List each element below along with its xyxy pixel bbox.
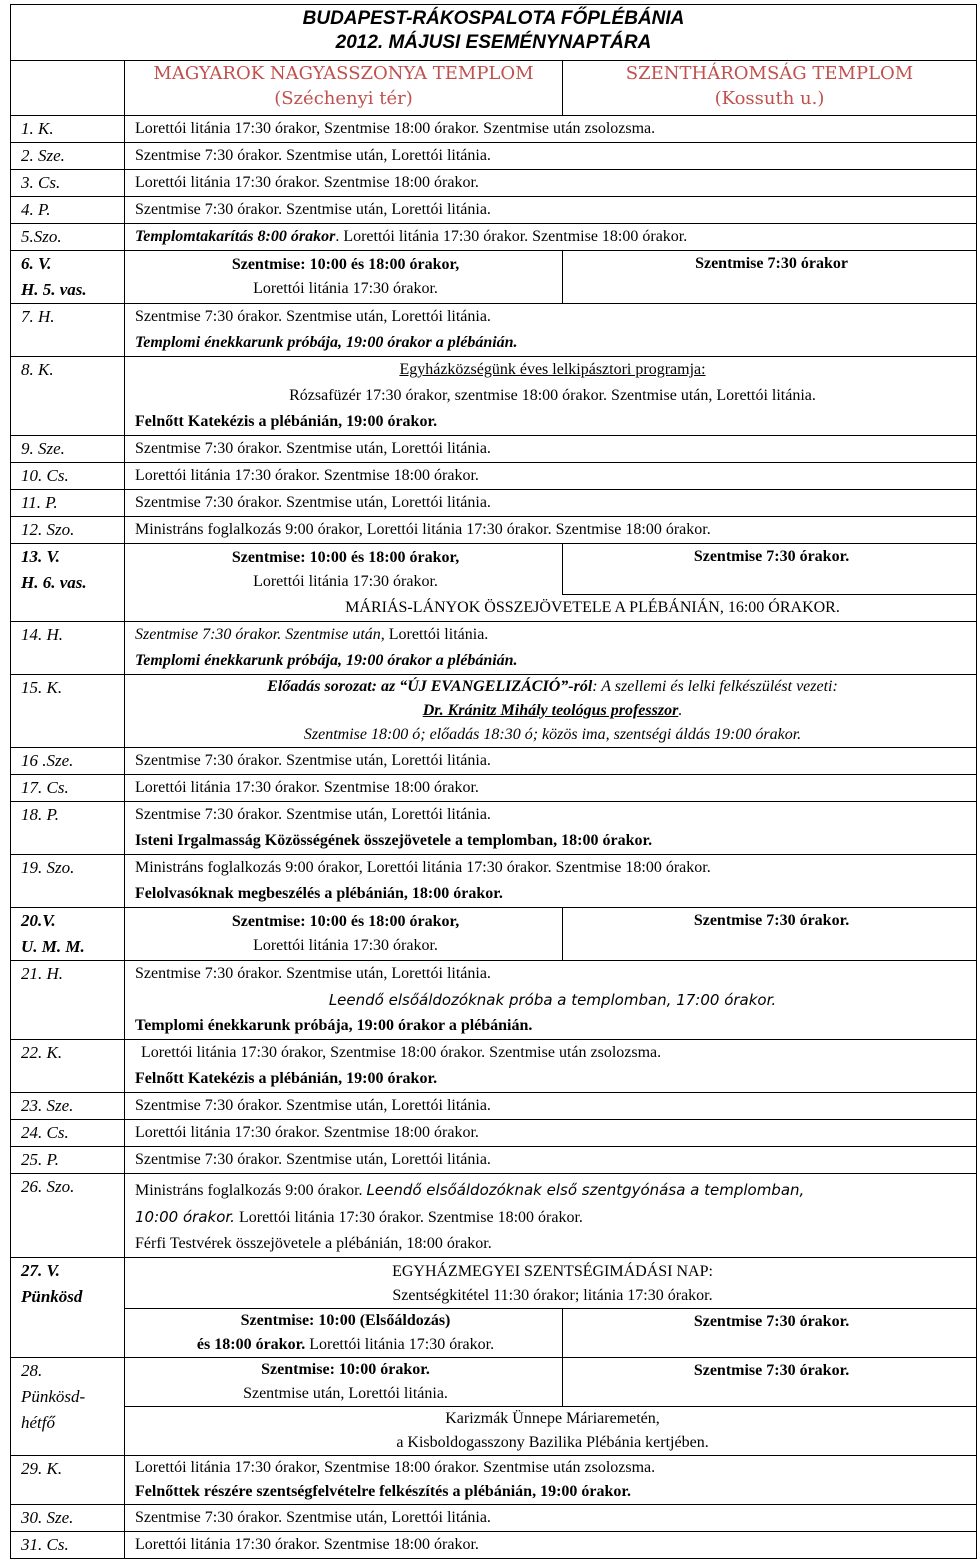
date-cell [11,251,125,304]
event-cell: Lorettói litánia 17:30 órakor. Szentmise 18:00 órakor. [125,170,977,197]
event-text: . [678,701,683,719]
program-heading: Egyházközségünk éves lelkipásztori programja: [399,361,706,378]
table-row [11,1092,977,1119]
event-cell [125,960,977,1039]
table-row [11,1406,977,1455]
mass-times: Szentmise: 10:00 és 18:00 órakor, [231,256,460,273]
lecture-title: Előadás sorozat: az “ÚJ EVANGELIZÁCIÓ”-ról [267,677,593,695]
date-cell: 1. K. [11,116,125,143]
choir-rehearsal: Templomi énekkarunk próbája, 19:00 órakor a plébánián. [135,1016,533,1034]
first-confession-time: 10:00 órakor. [135,1207,235,1226]
sunday-name: U. M. M. [21,936,85,956]
event-text: a Kisboldogasszony Bazilika Plébánia kertjében. [396,1433,709,1451]
date-cell: 30. Sze. [11,1504,125,1531]
event-cell: Lorettói litánia 17:30 órakor. Szentmise 18:00 órakor. [125,463,977,490]
event-cell: Lorettói litánia 17:30 órakor, Szentmise 18:00 órakor. Szentmise után zsolozsma. [125,116,977,143]
date-cell [11,544,125,622]
event-highlight: Isteni Irgalmasság Közösségének összejövetele a templomban, 18:00 órakor. [135,831,653,849]
date-line: 28. [21,1360,43,1380]
table-row [11,1173,977,1257]
choir-rehearsal: Templomi énekkarunk próbája, 19:00 órakor a plébánián. [135,334,518,351]
table-row [11,436,977,463]
table-row [11,1504,977,1531]
event-cell: MÁRIÁS-LÁNYOK ÖSSZEJÖVETELE A PLÉBÁNIÁN, 16:00 ÓRAKOR. [125,594,977,621]
event-cell-church-2: Szentmise 7:30 órakor [563,251,977,304]
date-cell: 9. Sze. [11,436,125,463]
date-cell [11,1257,125,1357]
event-text: Szentmise 18:00 ó; előadás 18:30 ó; közös ima, szentségi áldás 19:00 órakor. [303,725,802,743]
event-text: Ministráns foglalkozás 9:00 órakor. [135,1181,363,1199]
church-2-name: SZENTHÁROMSÁG TEMPLOM [625,63,914,84]
date-cell: 16 .Sze. [11,747,125,774]
date-cell: 2. Sze. [11,143,125,170]
litany-time: Lorettói litánia 17:30 órakor. [253,573,438,590]
title-line-1: BUDAPEST-RÁKOSPALOTA FŐPLÉBÁNIA [302,8,685,29]
date-cell: 8. K. [11,357,125,436]
event-highlight: Felnőttek részére szentségfelvételre felkészítés a plébánián, 19:00 órakor. [135,1482,632,1500]
date-cell: 15. K. [11,674,125,747]
table-row [11,357,977,436]
date-cell: 25. P. [11,1146,125,1173]
litany-time: Szentmise után, Lorettói litánia. [243,1384,448,1402]
event-cell [125,1455,977,1504]
table-row [11,251,977,304]
date-cell: 19. Szo. [11,854,125,907]
event-cell-church-2: Szentmise 7:30 órakor. [563,1357,977,1406]
date-cell: 24. Cs. [11,1119,125,1146]
table-row [11,747,977,774]
date-cell: 10. Cs. [11,463,125,490]
event-cell [125,1406,977,1455]
event-cell [125,1039,977,1092]
church-1-header [125,61,563,116]
date-cell: 4. P. [11,197,125,224]
date-cell: 17. Cs. [11,774,125,801]
event-text: Lorettói litánia. [384,625,489,643]
table-row [11,490,977,517]
event-cell [125,224,977,251]
event-cell-church-1 [125,251,563,304]
mass-times: Szentmise: 10:00 és 18:00 órakor, [231,549,460,566]
sunday-name: H. 5. vas. [21,280,87,299]
table-row [11,621,977,674]
table-row [11,907,977,960]
adoration-day: EGYHÁZMEGYEI SZENTSÉGIMÁDÁSI NAP: [392,1262,713,1280]
date-cell: 26. Szo. [11,1173,125,1257]
table-row [11,544,977,595]
event-text: Szentmise 7:30 órakor. Szentmise után, Lorettói litánia. [135,964,491,982]
event-text: Szentmise 7:30 órakor. Szentmise után, Lorettói litánia. [135,805,491,823]
church-1-name: MAGYAROK NAGYASSZONYA TEMPLOM [153,63,534,84]
event-text: Lorettói litánia 17:30 órakor. Szentmise 18:00 órakor. [234,1208,583,1226]
event-cell: Lorettói litánia 17:30 órakor. Szentmise 18:00 órakor. [125,774,977,801]
church-2-header [563,61,977,116]
feast-name: Pünkösd- [21,1386,86,1406]
choir-rehearsal: Templomi énekkarunk próbája, 19:00 órakor a plébánián. [135,651,518,669]
date-cell: 5.Szo. [11,224,125,251]
event-cell: Szentmise 7:30 órakor. Szentmise után, Lorettói litánia. [125,143,977,170]
table-row [11,1146,977,1173]
event-cell-church-2: Szentmise 7:30 órakor. [563,544,977,595]
event-text: Lorettói litánia 17:30 órakor, Szentmise 18:00 órakor. Szentmise után zsolozsma. [141,1043,662,1061]
mass-times: Szentmise: 10:00 órakor. [261,1360,430,1378]
date-cell: 3. Cs. [11,170,125,197]
event-cell [125,1173,977,1257]
lecturer-name: Dr. Kránitz Mihály teológus professzor [422,701,679,719]
event-cell: Szentmise 7:30 órakor. Szentmise után, Lorettói litánia. [125,197,977,224]
event-cell: Szentmise 7:30 órakor. Szentmise után, Lorettói litánia. [125,490,977,517]
table-row [11,1257,977,1308]
title-row [11,5,977,61]
table-row [11,1308,977,1357]
feast-name: Pünkösd [21,1286,83,1306]
event-cell-church-1 [125,907,563,960]
table-row [11,774,977,801]
litany-time: Lorettói litánia 17:30 órakor. [253,936,438,954]
date-cell: 18. P. [11,801,125,854]
event-highlight: Felolvasóknak megbeszélés a plébánián, 18:00 órakor. [135,884,503,902]
table-row [11,463,977,490]
table-row [11,116,977,143]
date-cell: 12. Szo. [11,517,125,544]
event-cell: Szentmise 7:30 órakor. Szentmise után, Lorettói litánia. [125,1092,977,1119]
litany-time: Lorettói litánia 17:30 órakor. [253,280,438,297]
event-cell: Szentmise 7:30 órakor. Szentmise után, Lorettói litánia. [125,747,977,774]
event-cell [125,674,977,747]
date-cell: 29. K. [11,1455,125,1504]
table-row [11,304,977,357]
empty-header-cell [11,61,125,116]
event-text: Szentségkitétel 11:30 órakor; litánia 17:30 órakor. [392,1286,713,1304]
table-row [11,170,977,197]
date-cell: 23. Sze. [11,1092,125,1119]
event-highlight: Templomtakarítás 8:00 órakor [135,228,336,245]
table-row [11,801,977,854]
date-cell: 7. H. [11,304,125,357]
table-row [11,594,977,621]
title-line-2: 2012. MÁJUSI ESEMÉNYNAPTÁRA [335,32,652,53]
event-cell [125,1257,977,1308]
date-cell: 11. P. [11,490,125,517]
table-row [11,143,977,170]
table-row [11,517,977,544]
date-cell: 22. K. [11,1039,125,1092]
event-text: . Lorettói litánia 17:30 órakor. Szentmise 18:00 órakor. [335,228,688,245]
event-cell [125,357,977,436]
event-cell: Szentmise 7:30 órakor. Szentmise után, Lorettói litánia. [125,436,977,463]
table-row [11,1039,977,1092]
event-cell [125,304,977,357]
catechesis: Felnőtt Katekézis a plébánián, 19:00 órakor. [135,1069,438,1087]
table-row [11,224,977,251]
church-1-location: (Széchenyi tér) [274,88,413,109]
event-cell [125,854,977,907]
table-row [11,1357,977,1406]
event-cell-church-1 [125,1308,563,1357]
table-row [11,674,977,747]
table-row [11,1455,977,1504]
mass-times: Szentmise: 10:00 és 18:00 órakor, [231,912,460,930]
event-text: Szentmise 7:30 órakor. Szentmise után, [135,625,385,643]
date-line: 6. V. [21,254,52,273]
litany-time: Lorettói litánia 17:30 órakor. [305,1335,495,1353]
event-text: Karizmák Ünnepe Máriaremetén, [445,1409,660,1427]
date-line: 13. V. [21,547,60,566]
first-confession: Leendő elsőáldozóknak első szentgyónása a templomban, [366,1180,805,1199]
calendar-sheet [10,4,976,1559]
event-text: Férfi Testvérek összejövetele a plébánián, 18:00 órakor. [135,1234,492,1252]
date-line: 20.V. [21,910,56,930]
table-row [11,854,977,907]
table-row [11,960,977,1039]
event-cell: Szentmise 7:30 órakor. Szentmise után, Lorettói litánia. [125,1504,977,1531]
mass-times: Szentmise: 10:00 (Elsőáldozás) [240,1311,451,1329]
event-cell-church-2: Szentmise 7:30 órakor. [563,1308,977,1357]
date-line: 27. V. [21,1260,60,1280]
table-row [11,1119,977,1146]
first-communion-rehearsal: Leendő elsőáldozóknak próba a templomban, 17:00 órakor. [328,990,777,1009]
event-text: Ministráns foglalkozás 9:00 órakor, Lorettói litánia 17:30 órakor. Szentmise 18:00 órakor. [135,858,711,876]
feast-name: hétfő [21,1412,55,1432]
page-title [11,5,977,61]
mass-times: és 18:00 órakor. [196,1335,306,1353]
event-cell-church-1 [125,1357,563,1406]
sunday-name: H. 6. vas. [21,573,87,592]
date-cell: 21. H. [11,960,125,1039]
event-cell: Lorettói litánia 17:30 órakor. Szentmise 18:00 órakor. [125,1119,977,1146]
event-text: Lorettói litánia 17:30 órakor, Szentmise 18:00 órakor. Szentmise után zsolozsma. [135,1458,656,1476]
date-cell [11,1357,125,1455]
event-cell [125,621,977,674]
event-cell [125,801,977,854]
event-cell: Szentmise 7:30 órakor. Szentmise után, Lorettói litánia. [125,1146,977,1173]
table-row [11,197,977,224]
event-cell: Ministráns foglalkozás 9:00 órakor, Lorettói litánia 17:30 órakor. Szentmise 18:00 órakor. [125,517,977,544]
event-cell-church-2: Szentmise 7:30 órakor. [563,907,977,960]
event-text: Rózsafüzér 17:30 órakor, szentmise 18:00 órakor. Szentmise után, Lorettói litánia. [289,387,816,404]
event-text: Szentmise 7:30 órakor. Szentmise után, Lorettói litánia. [135,308,491,325]
calendar-table [10,4,977,1559]
catechesis: Felnőtt Katekézis a plébánián, 19:00 órakor. [135,413,438,430]
event-text: : A szellemi és lelki felkészülést vezeti: [592,677,838,695]
church-2-location: (Kossuth u.) [714,88,825,109]
date-cell: 31. Cs. [11,1531,125,1558]
event-cell: Lorettói litánia 17:30 órakor. Szentmise 18:00 órakor. [125,1531,977,1558]
date-cell: 14. H. [11,621,125,674]
event-cell-church-1 [125,544,563,595]
church-header-row [11,61,977,116]
date-cell [11,907,125,960]
